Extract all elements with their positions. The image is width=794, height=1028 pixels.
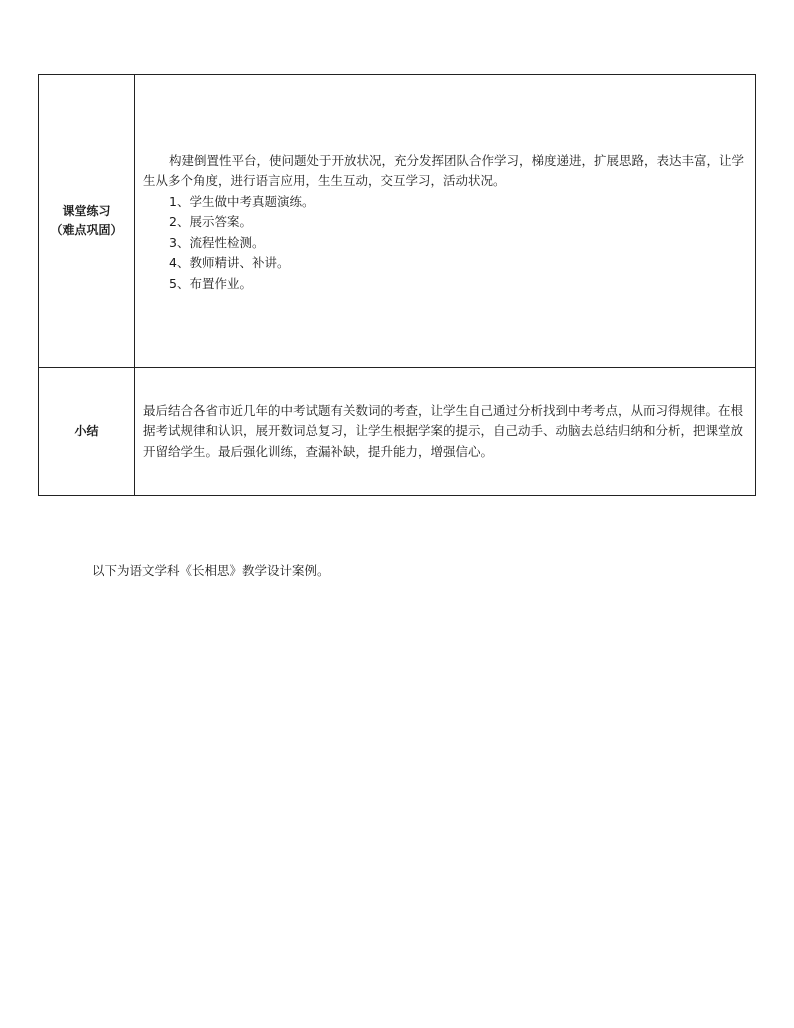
summary-content-cell	[135, 368, 756, 496]
practice-label-subtitle: （难点巩固）	[50, 223, 123, 237]
summary-paragraph: 最后结合各省市近几年的中考试题有关数词的考查，让学生自己通过分析找到中考考点，从而习得规律。在根据考试规律和认识，展开数词总复习，让学生根据学案的提示，自己动手、动脑去总结归纳和分析，把课堂放开留给学生。最后强化训练，查漏补缺，提升能力，增强信心。	[143, 402, 744, 459]
summary-label: 小结	[74, 424, 99, 438]
practice-step-3: 3、流程性检测。	[169, 234, 265, 250]
practice-step-1: 1、学生做中考真题演练。	[169, 193, 315, 209]
summary-label-cell	[39, 368, 135, 496]
practice-label-title: 课堂练习	[62, 204, 111, 218]
practice-label-cell	[39, 75, 135, 368]
lesson-plan-table	[38, 74, 756, 496]
practice-intro-paragraph: 构建倒置性平台，使问题处于开放状况，充分发挥团队合作学习，梯度递进，扩展思路，表达丰富，让学生从多个角度，进行语言应用，生生互动，交互学习，活动状况。	[143, 152, 745, 189]
practice-row	[39, 75, 756, 368]
practice-step-2: 2、展示答案。	[169, 214, 252, 230]
practice-step-4: 4、教师精讲、补讲。	[169, 255, 290, 271]
summary-row	[39, 368, 756, 496]
practice-step-5: 5、布置作业。	[169, 275, 252, 291]
footer-note: 以下为语文学科《长相思》教学设计案例。	[92, 563, 330, 578]
practice-content-cell	[135, 75, 756, 368]
